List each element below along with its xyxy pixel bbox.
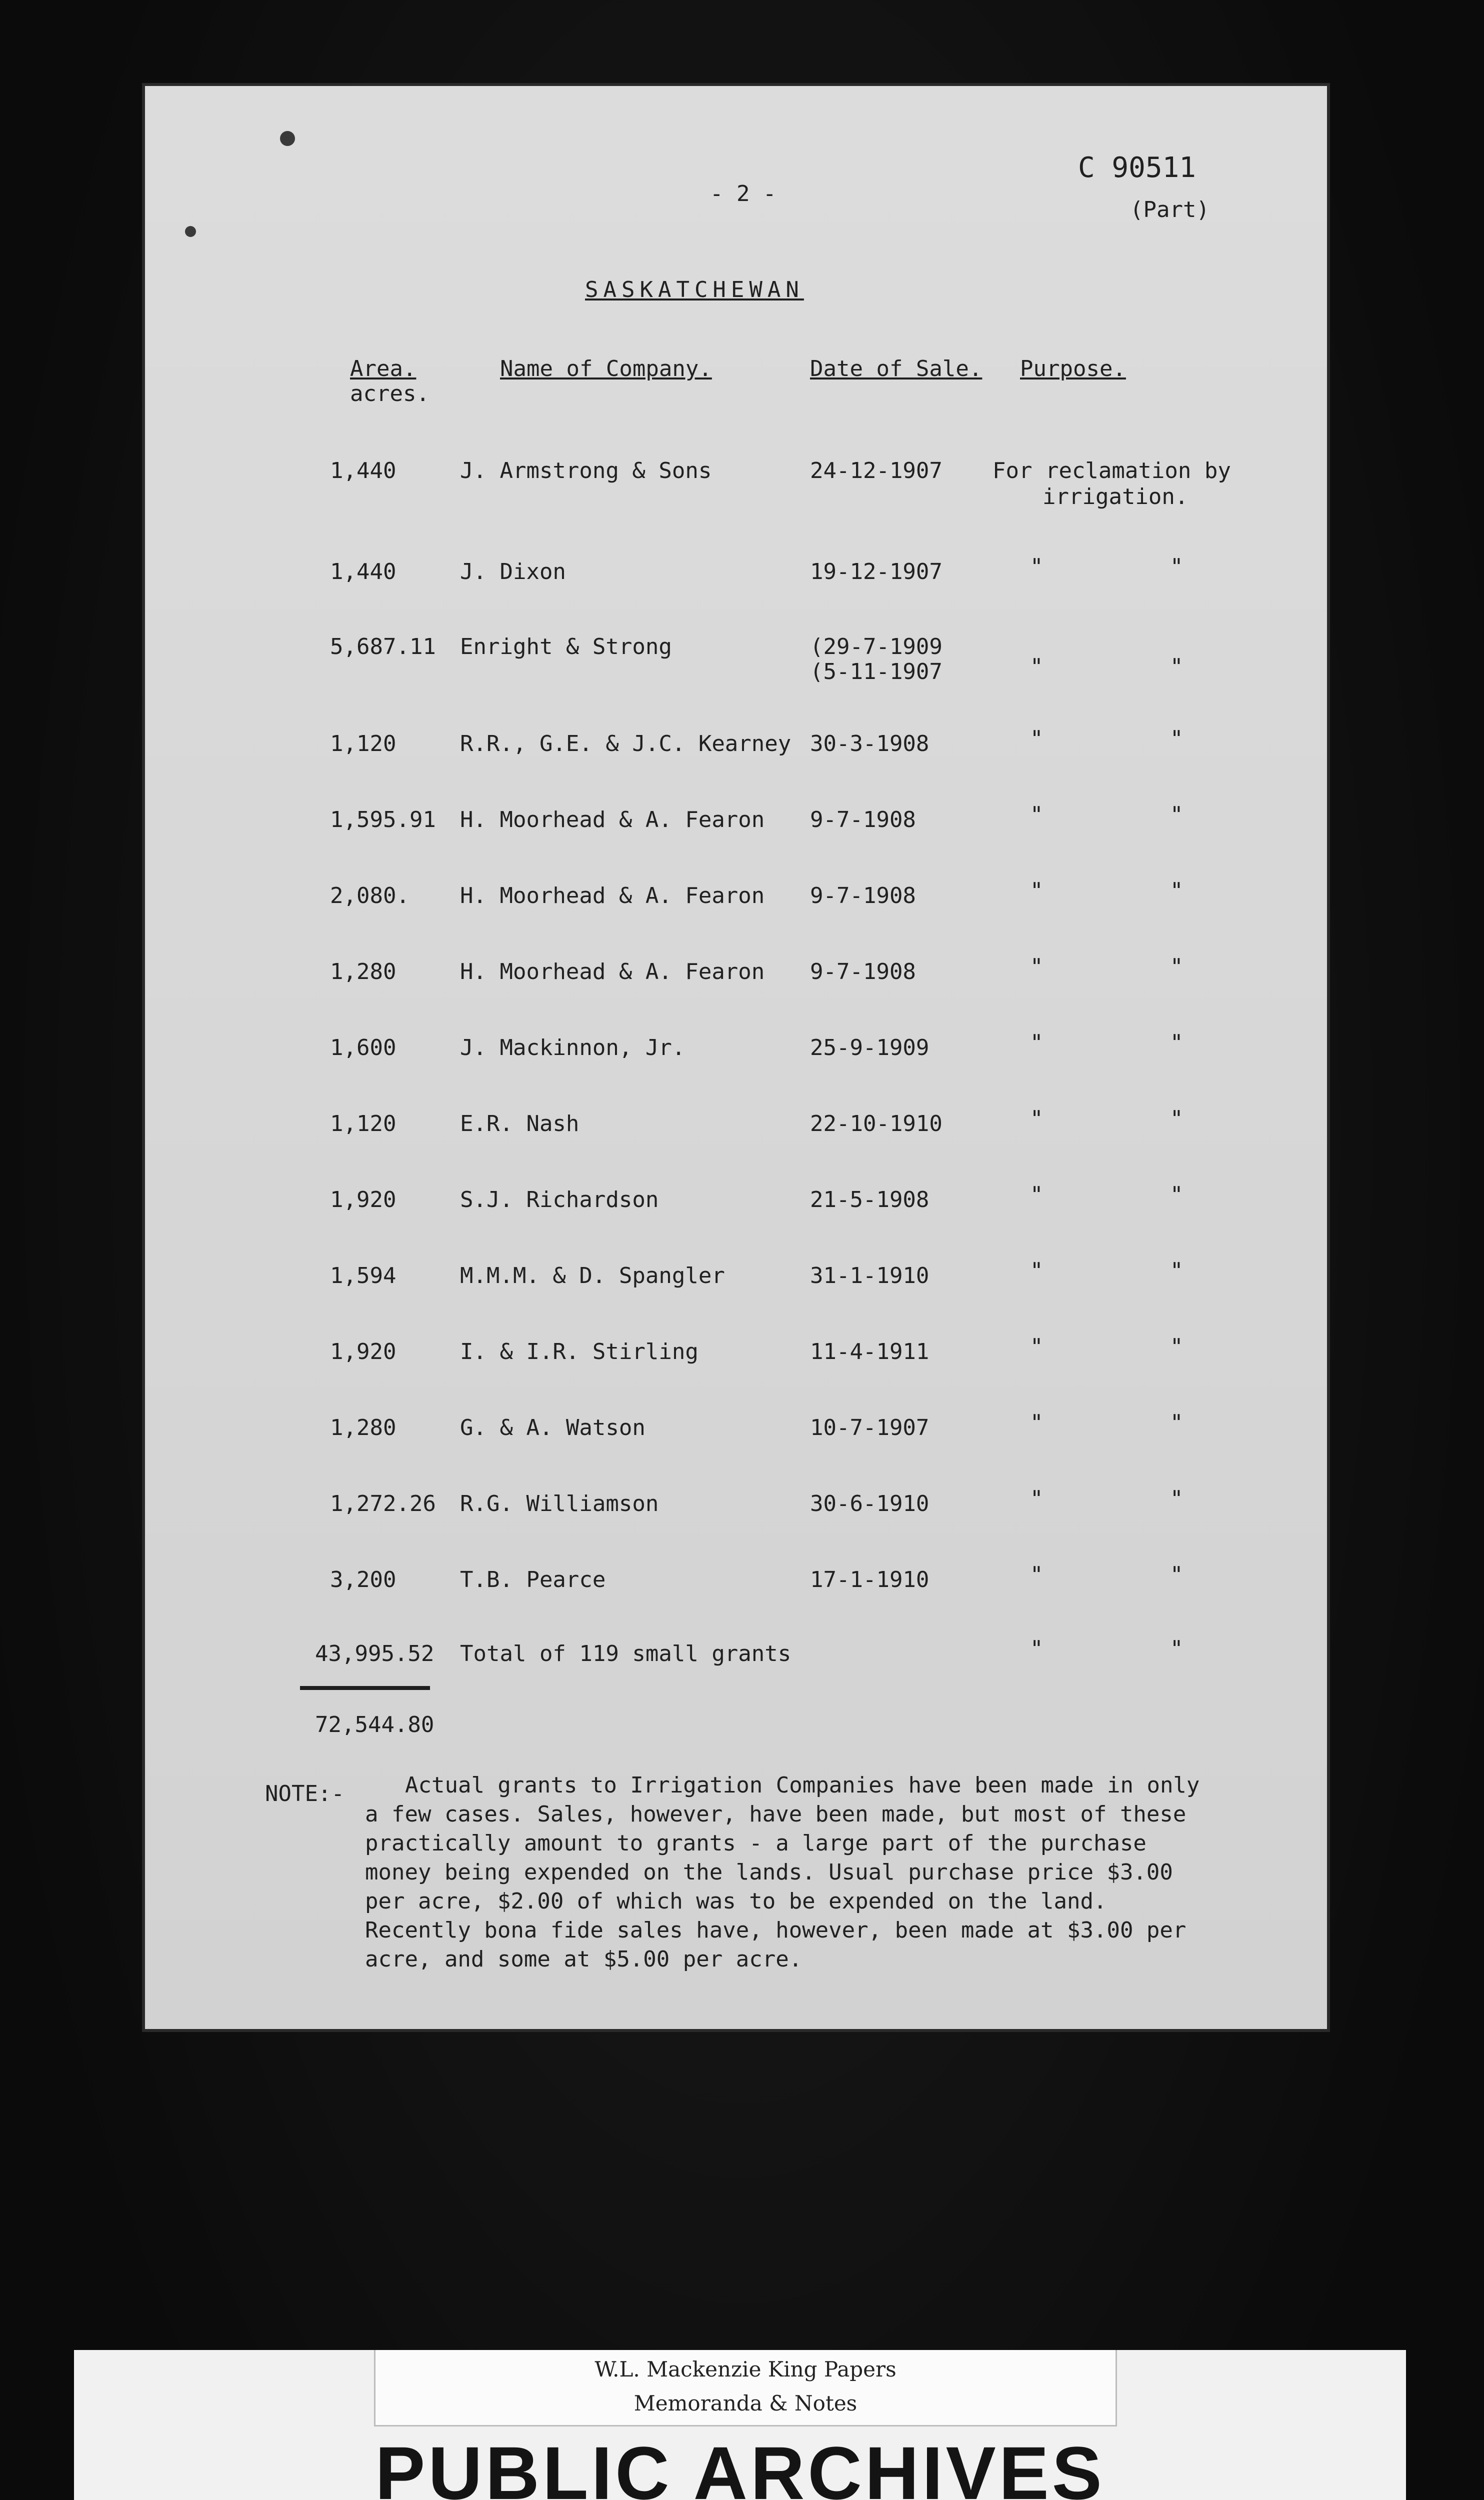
- row-area: 1,280: [330, 1415, 396, 1440]
- row-company: H. Moorhead & A. Fearon: [460, 883, 765, 908]
- row-company: J. Mackinnon, Jr.: [460, 1035, 686, 1060]
- row-date: 25-9-1909: [810, 1035, 930, 1060]
- row-company: G. & A. Watson: [460, 1415, 646, 1440]
- header-area-unit: acres.: [350, 381, 430, 406]
- archives-english: PUBLIC ARCHIVES: [375, 2431, 1105, 2500]
- ditto-mark: ": [1030, 802, 1044, 828]
- row-company: Enright & Strong: [460, 634, 672, 660]
- row-date: 19-12-1907: [810, 559, 942, 584]
- row-date: (29-7-1909: [810, 634, 942, 660]
- ditto-mark: ": [1170, 878, 1184, 904]
- collection-name: W.L. Mackenzie King Papers: [594, 2357, 896, 2382]
- ditto-mark: ": [1170, 1182, 1184, 1208]
- ditto-mark: ": [1170, 726, 1184, 752]
- row-date: 9-7-1908: [810, 959, 916, 984]
- ditto-mark: ": [1030, 954, 1044, 980]
- punch-hole: [280, 131, 295, 146]
- ditto-mark: ": [1030, 1410, 1044, 1436]
- row-company: R.G. Williamson: [460, 1491, 659, 1516]
- header-date: Date of Sale.: [810, 356, 982, 382]
- reference-code: C 90511: [1078, 152, 1196, 184]
- punch-hole: [185, 226, 196, 237]
- ditto-mark: ": [1170, 1106, 1184, 1132]
- row-area: 1,272.26: [330, 1491, 436, 1516]
- row-area: 3,200: [330, 1567, 396, 1592]
- row-date: 30-3-1908: [810, 731, 930, 756]
- collection-tab: [374, 2350, 1117, 2426]
- ditto-mark: ": [1030, 1258, 1044, 1284]
- row-area: 1,120: [330, 1111, 396, 1136]
- ditto-mark: ": [1170, 654, 1184, 680]
- ditto-mark: ": [1030, 654, 1044, 680]
- row-company: E.R. Nash: [460, 1111, 580, 1136]
- row-area: 1,594: [330, 1263, 396, 1288]
- row-date: 22-10-1910: [810, 1111, 942, 1136]
- row-company: Total of 119 small grants: [460, 1641, 792, 1666]
- row-company: M.M.M. & D. Spangler: [460, 1263, 725, 1288]
- ditto-mark: ": [1030, 554, 1044, 580]
- province-title: SASKATCHEWAN: [585, 277, 804, 302]
- row-date: 17-1-1910: [810, 1567, 930, 1592]
- ditto-mark: ": [1030, 1030, 1044, 1056]
- row-area: 1,440: [330, 559, 396, 584]
- row-purpose-cont: irrigation.: [1042, 484, 1188, 510]
- ditto-mark: ": [1030, 878, 1044, 904]
- header-company: Name of Company.: [500, 356, 712, 382]
- ditto-mark: ": [1170, 1334, 1184, 1360]
- ditto-mark: ": [1030, 1182, 1044, 1208]
- row-area: 1,120: [330, 731, 396, 756]
- ditto-mark: ": [1030, 1486, 1044, 1512]
- row-area: 1,440: [330, 458, 396, 484]
- row-company: T.B. Pearce: [460, 1567, 606, 1592]
- ditto-mark: ": [1030, 1334, 1044, 1360]
- row-area: 43,995.52: [315, 1641, 434, 1666]
- row-date: 31-1-1910: [810, 1263, 930, 1288]
- note-text: Actual grants to Irrigation Companies have been made in only a few cases. Sales, however, have been made, but most of these practically amount to grants - a large part of the purchase money being expended on the lands. Usual purchase price $3.00 per acre, $2.00 of which was to be expended on the land. Recently bona fide sales have, however, been made at $3.00 per acre, and some at $5.00 per acre.: [365, 1772, 1200, 1972]
- row-area: 1,280: [330, 959, 396, 984]
- row-company: R.R., G.E. & J.C. Kearney: [460, 731, 792, 756]
- row-area: 1,920: [330, 1339, 396, 1364]
- row-date: 9-7-1908: [810, 883, 916, 908]
- row-date: 11-4-1911: [810, 1339, 930, 1364]
- row-area: 1,595.91: [330, 807, 436, 832]
- ditto-mark: ": [1170, 1258, 1184, 1284]
- archive-label: [74, 2350, 1406, 2500]
- page-number: - 2 -: [710, 181, 776, 206]
- row-date: 24-12-1907: [810, 458, 942, 484]
- total-rule: [300, 1686, 430, 1690]
- ditto-mark: ": [1170, 802, 1184, 828]
- row-date: 21-5-1908: [810, 1187, 930, 1212]
- row-date: 9-7-1908: [810, 807, 916, 832]
- row-area: 2,080.: [330, 883, 410, 908]
- header-purpose: Purpose.: [1020, 356, 1126, 382]
- row-date: 30-6-1910: [810, 1491, 930, 1516]
- row-area: 1,920: [330, 1187, 396, 1212]
- row-area: 1,600: [330, 1035, 396, 1060]
- ditto-mark: ": [1030, 1106, 1044, 1132]
- note-label: NOTE:-: [265, 1781, 344, 1806]
- row-area: 5,687.11: [330, 634, 436, 660]
- grand-total: 72,544.80: [315, 1712, 434, 1738]
- row-date: 10-7-1907: [810, 1415, 930, 1440]
- row-company: S.J. Richardson: [460, 1187, 659, 1212]
- ditto-mark: ": [1030, 726, 1044, 752]
- document-page: [145, 86, 1327, 2029]
- row-purpose: For reclamation by: [992, 458, 1231, 484]
- ditto-mark: ": [1030, 1562, 1044, 1588]
- ditto-mark: ": [1170, 554, 1184, 580]
- ditto-mark: ": [1170, 954, 1184, 980]
- row-company: H. Moorhead & A. Fearon: [460, 959, 765, 984]
- ditto-mark: ": [1170, 1562, 1184, 1588]
- ditto-mark: ": [1170, 1486, 1184, 1512]
- ditto-mark: ": [1170, 1636, 1184, 1662]
- row-company: I. & I.R. Stirling: [460, 1339, 698, 1364]
- row-date-second: (5-11-1907: [810, 659, 942, 684]
- ditto-mark: ": [1170, 1030, 1184, 1056]
- ditto-mark: ": [1030, 1636, 1044, 1662]
- header-area: Area.: [350, 356, 416, 382]
- row-company: J. Armstrong & Sons: [460, 458, 712, 484]
- series-name: Memoranda & Notes: [634, 2391, 858, 2416]
- row-company: J. Dixon: [460, 559, 566, 584]
- reference-part: (Part): [1130, 197, 1210, 222]
- ditto-mark: ": [1170, 1410, 1184, 1436]
- row-company: H. Moorhead & A. Fearon: [460, 807, 765, 832]
